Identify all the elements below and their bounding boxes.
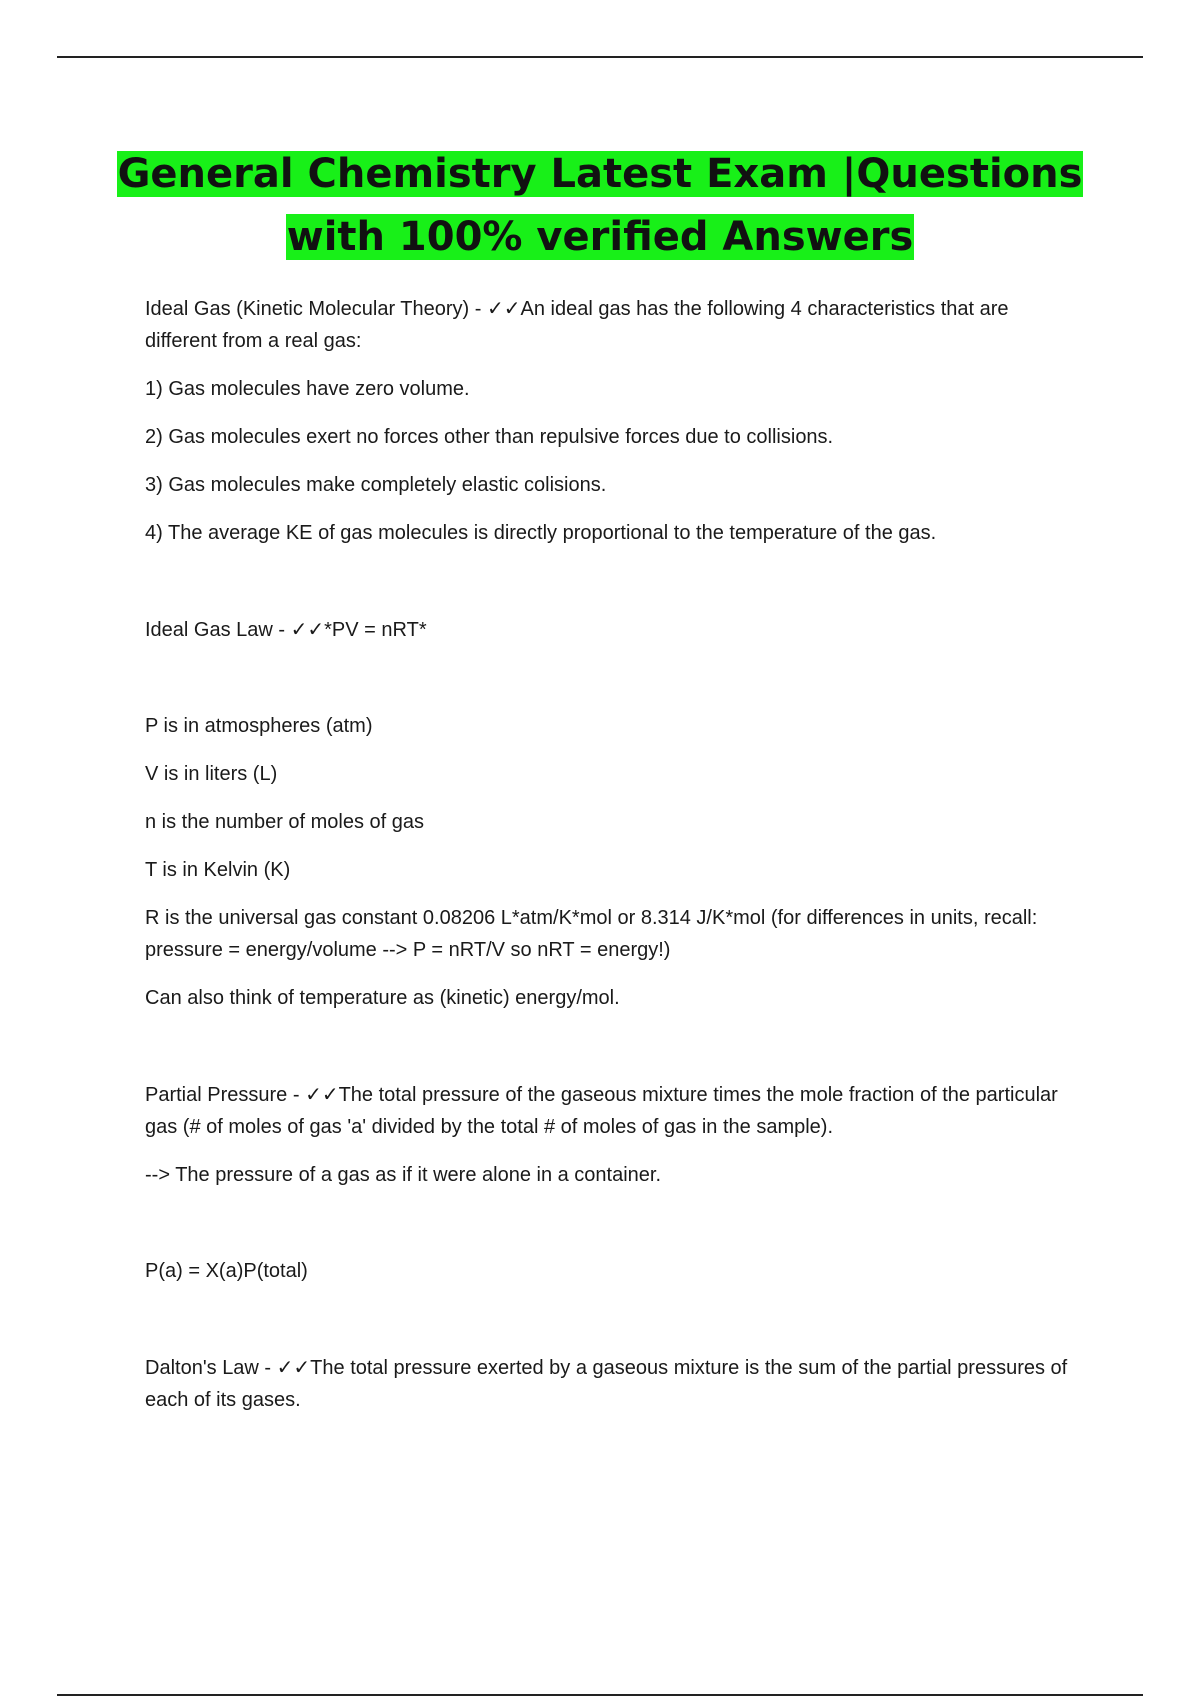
definition-partial-pressure: The total pressure of the gaseous mixture times the mole fraction of the particular gas (# of moles of gas 'a' divided by the total # of moles of gas in the sample).: [145, 1084, 1058, 1138]
gas-law-point-temperature: Can also think of temperature as (kinetic) energy/mol.: [145, 987, 620, 1009]
entry-ideal-gas-law: [145, 613, 1085, 646]
title-line-2: with 100% verified Answers: [286, 214, 914, 260]
partial-pressure-note: --> The pressure of a gas as if it were alone in a container.: [145, 1164, 662, 1186]
title-line-1: General Chemistry Latest Exam |Questions: [117, 151, 1083, 197]
gas-law-point-t: T is in Kelvin (K): [145, 859, 291, 881]
check-mark-icon: ✓✓: [276, 1355, 311, 1379]
term-ideal-gas: Ideal Gas (Kinetic Molecular Theory) -: [145, 298, 487, 320]
term-ideal-gas-law: Ideal Gas Law -: [145, 619, 291, 641]
check-mark-icon: ✓✓: [290, 617, 325, 641]
gas-law-point-v: V is in liters (L): [145, 763, 278, 785]
gas-law-point-n: n is the number of moles of gas: [145, 811, 425, 833]
gas-law-point-r: R is the universal gas constant 0.08206 L*atm/K*mol or 8.314 J/K*mol (for differences in units, recall: pressure = energy/volume --> P = nRT/V so nRT = energy!): [145, 907, 1038, 961]
bottom-rule: [57, 1694, 1143, 1696]
term-partial-pressure: Partial Pressure -: [145, 1084, 306, 1106]
term-daltons-law: Dalton's Law -: [145, 1357, 277, 1379]
entry-ideal-gas: [145, 292, 1085, 357]
page-title: [60, 143, 1140, 269]
definition-ideal-gas: An ideal gas has the following 4 characteristics that are different from a real gas:: [145, 298, 1009, 352]
ideal-gas-point-3: 3) Gas molecules make completely elastic colisions.: [145, 474, 607, 496]
gas-law-point-p: P is in atmospheres (atm): [145, 715, 373, 737]
document-body: [145, 292, 1085, 1432]
ideal-gas-point-1: 1) Gas molecules have zero volume.: [145, 378, 470, 400]
ideal-gas-point-2: 2) Gas molecules exert no forces other than repulsive forces due to collisions.: [145, 426, 834, 448]
check-mark-icon: ✓✓: [305, 1082, 339, 1106]
partial-pressure-formula: P(a) = X(a)P(total): [145, 1260, 308, 1282]
check-mark-icon: ✓✓: [486, 296, 521, 320]
top-rule: [57, 56, 1143, 58]
definition-ideal-gas-law: *PV = nRT*: [324, 619, 427, 641]
definition-daltons-law: The total pressure exerted by a gaseous mixture is the sum of the partial pressures of each of its gases.: [145, 1357, 1068, 1411]
entry-daltons-law: [145, 1351, 1085, 1416]
entry-partial-pressure: [145, 1078, 1085, 1143]
ideal-gas-point-4: 4) The average KE of gas molecules is directly proportional to the temperature of the gas.: [145, 522, 937, 544]
